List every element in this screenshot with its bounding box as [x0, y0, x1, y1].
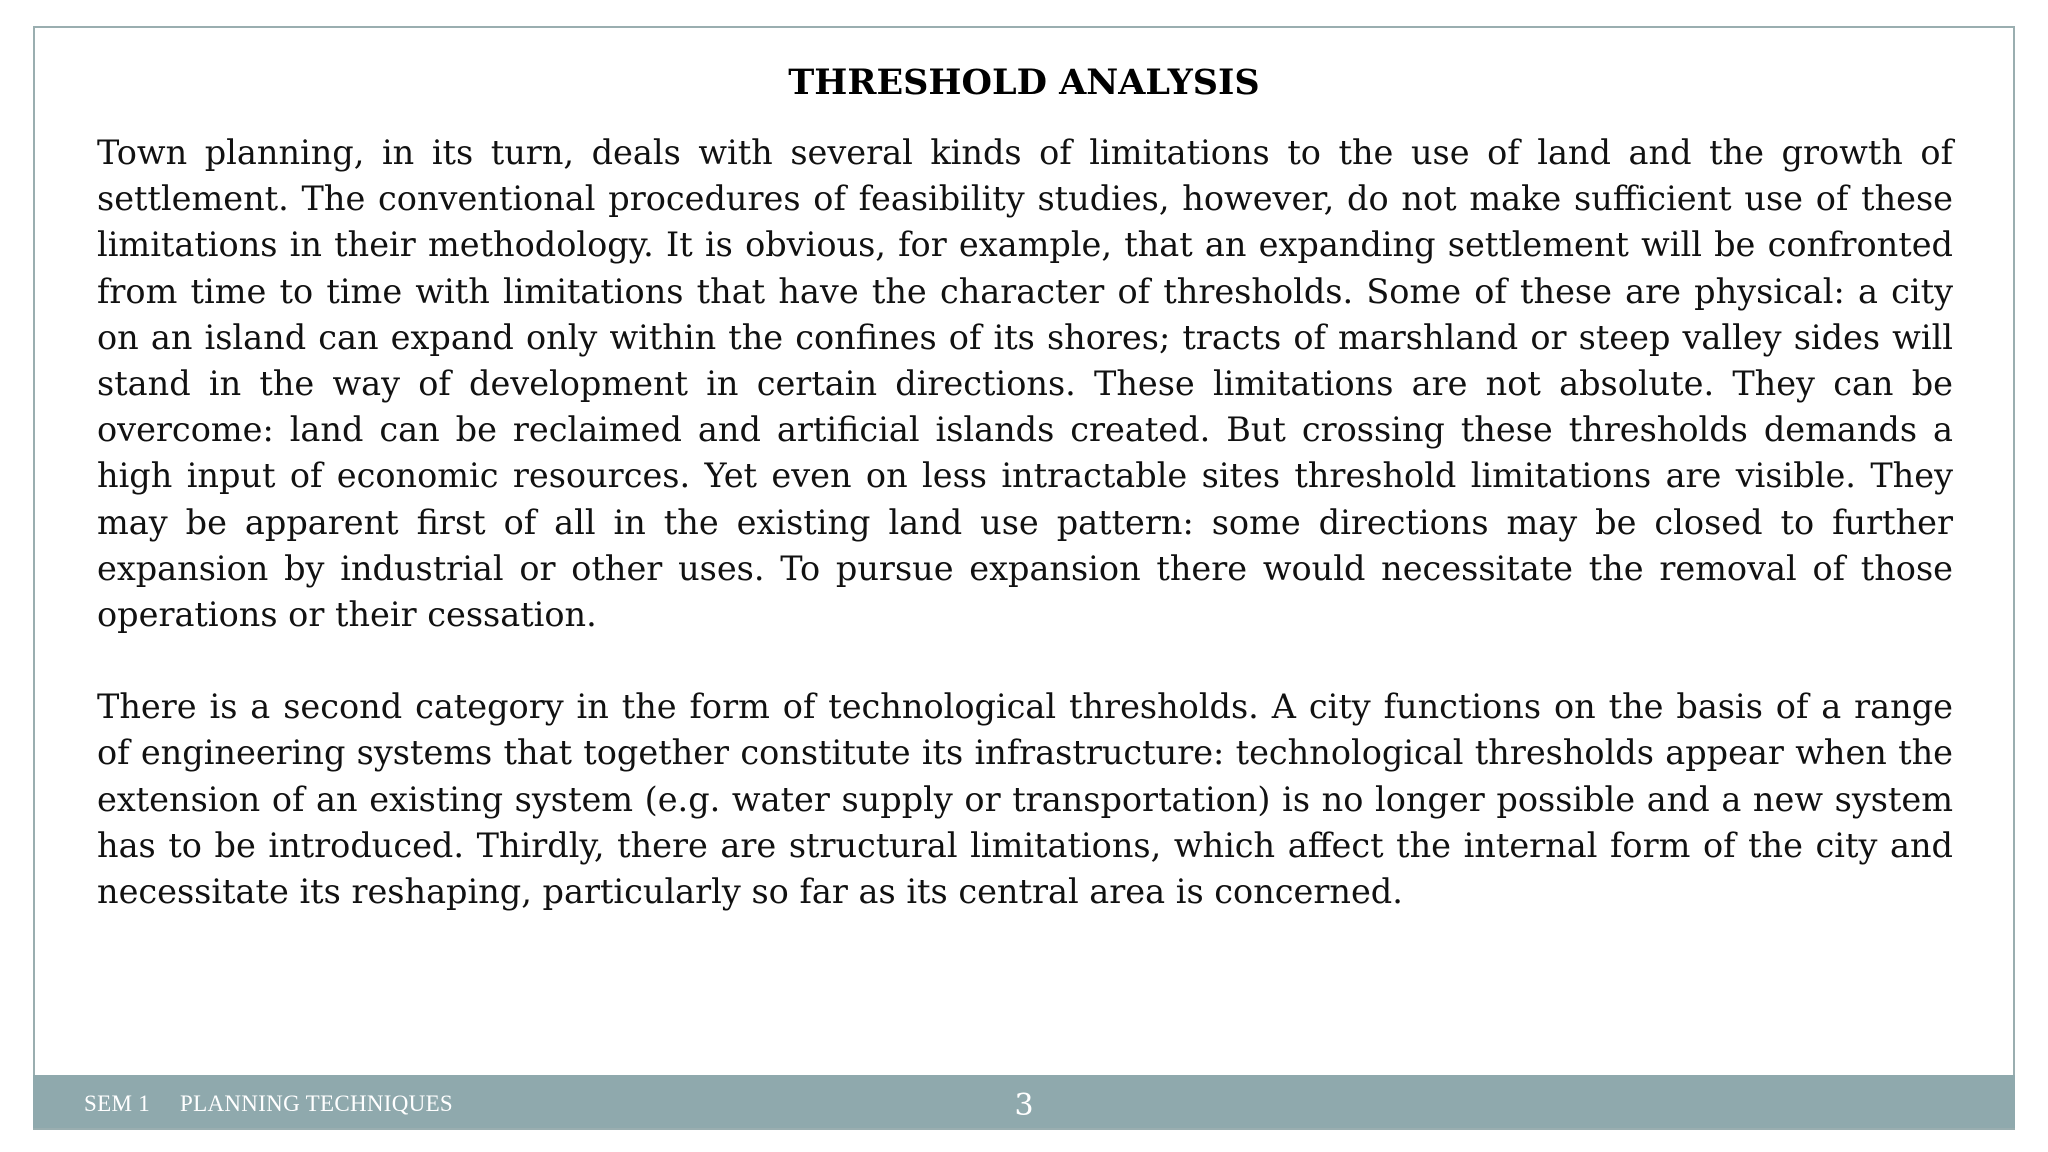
- body-paragraph-1: Town planning, in its turn, deals with several kinds of limitations to the use of land and the growth of settlement. The conventional procedures of feasibility studies, however, do not make sufficient use of these limitations in their methodology. It is obvious, for example, that an expanding settlement will be confronted from time to time with limitations that have the character of thresholds. Some of these are physical: a city on an island can expand only within the confines of its shores; tracts of marshland or steep valley sides will stand in the way of development in certain directions. These limitations are not absolute. They can be overcome: land can be reclaimed and artificial islands created. But crossing these thresholds demands a high input of economic resources. Yet even on less intractable sites threshold limitations are visible. They may be apparent first of all in the existing land use pattern: some directions may be closed to further expansion by industrial or other uses. To pursue expansion there would necessitate the removal of those operations or their cessation.: [97, 133, 1953, 635]
- page-number: 3: [1014, 1088, 1034, 1123]
- body-paragraph-2: There is a second category in the form of technological thresholds. A city functions on the basis of a range of engineering systems that together constitute its infrastructure: technological thresholds appear when the extension of an existing system (e.g. water supply or transportation) is no longer possible and a new system has to be introduced. Thirdly, there are structural limitations, which affect the internal form of the city and necessitate its reshaping, particularly so far as its central area is concerned.: [97, 687, 1953, 912]
- footer-course-title: PLANNING TECHNIQUES: [180, 1091, 454, 1116]
- footer-semester: SEM 1: [84, 1091, 151, 1116]
- slide-body: [97, 130, 1953, 915]
- slide-title: THRESHOLD ANALYSIS: [788, 62, 1260, 103]
